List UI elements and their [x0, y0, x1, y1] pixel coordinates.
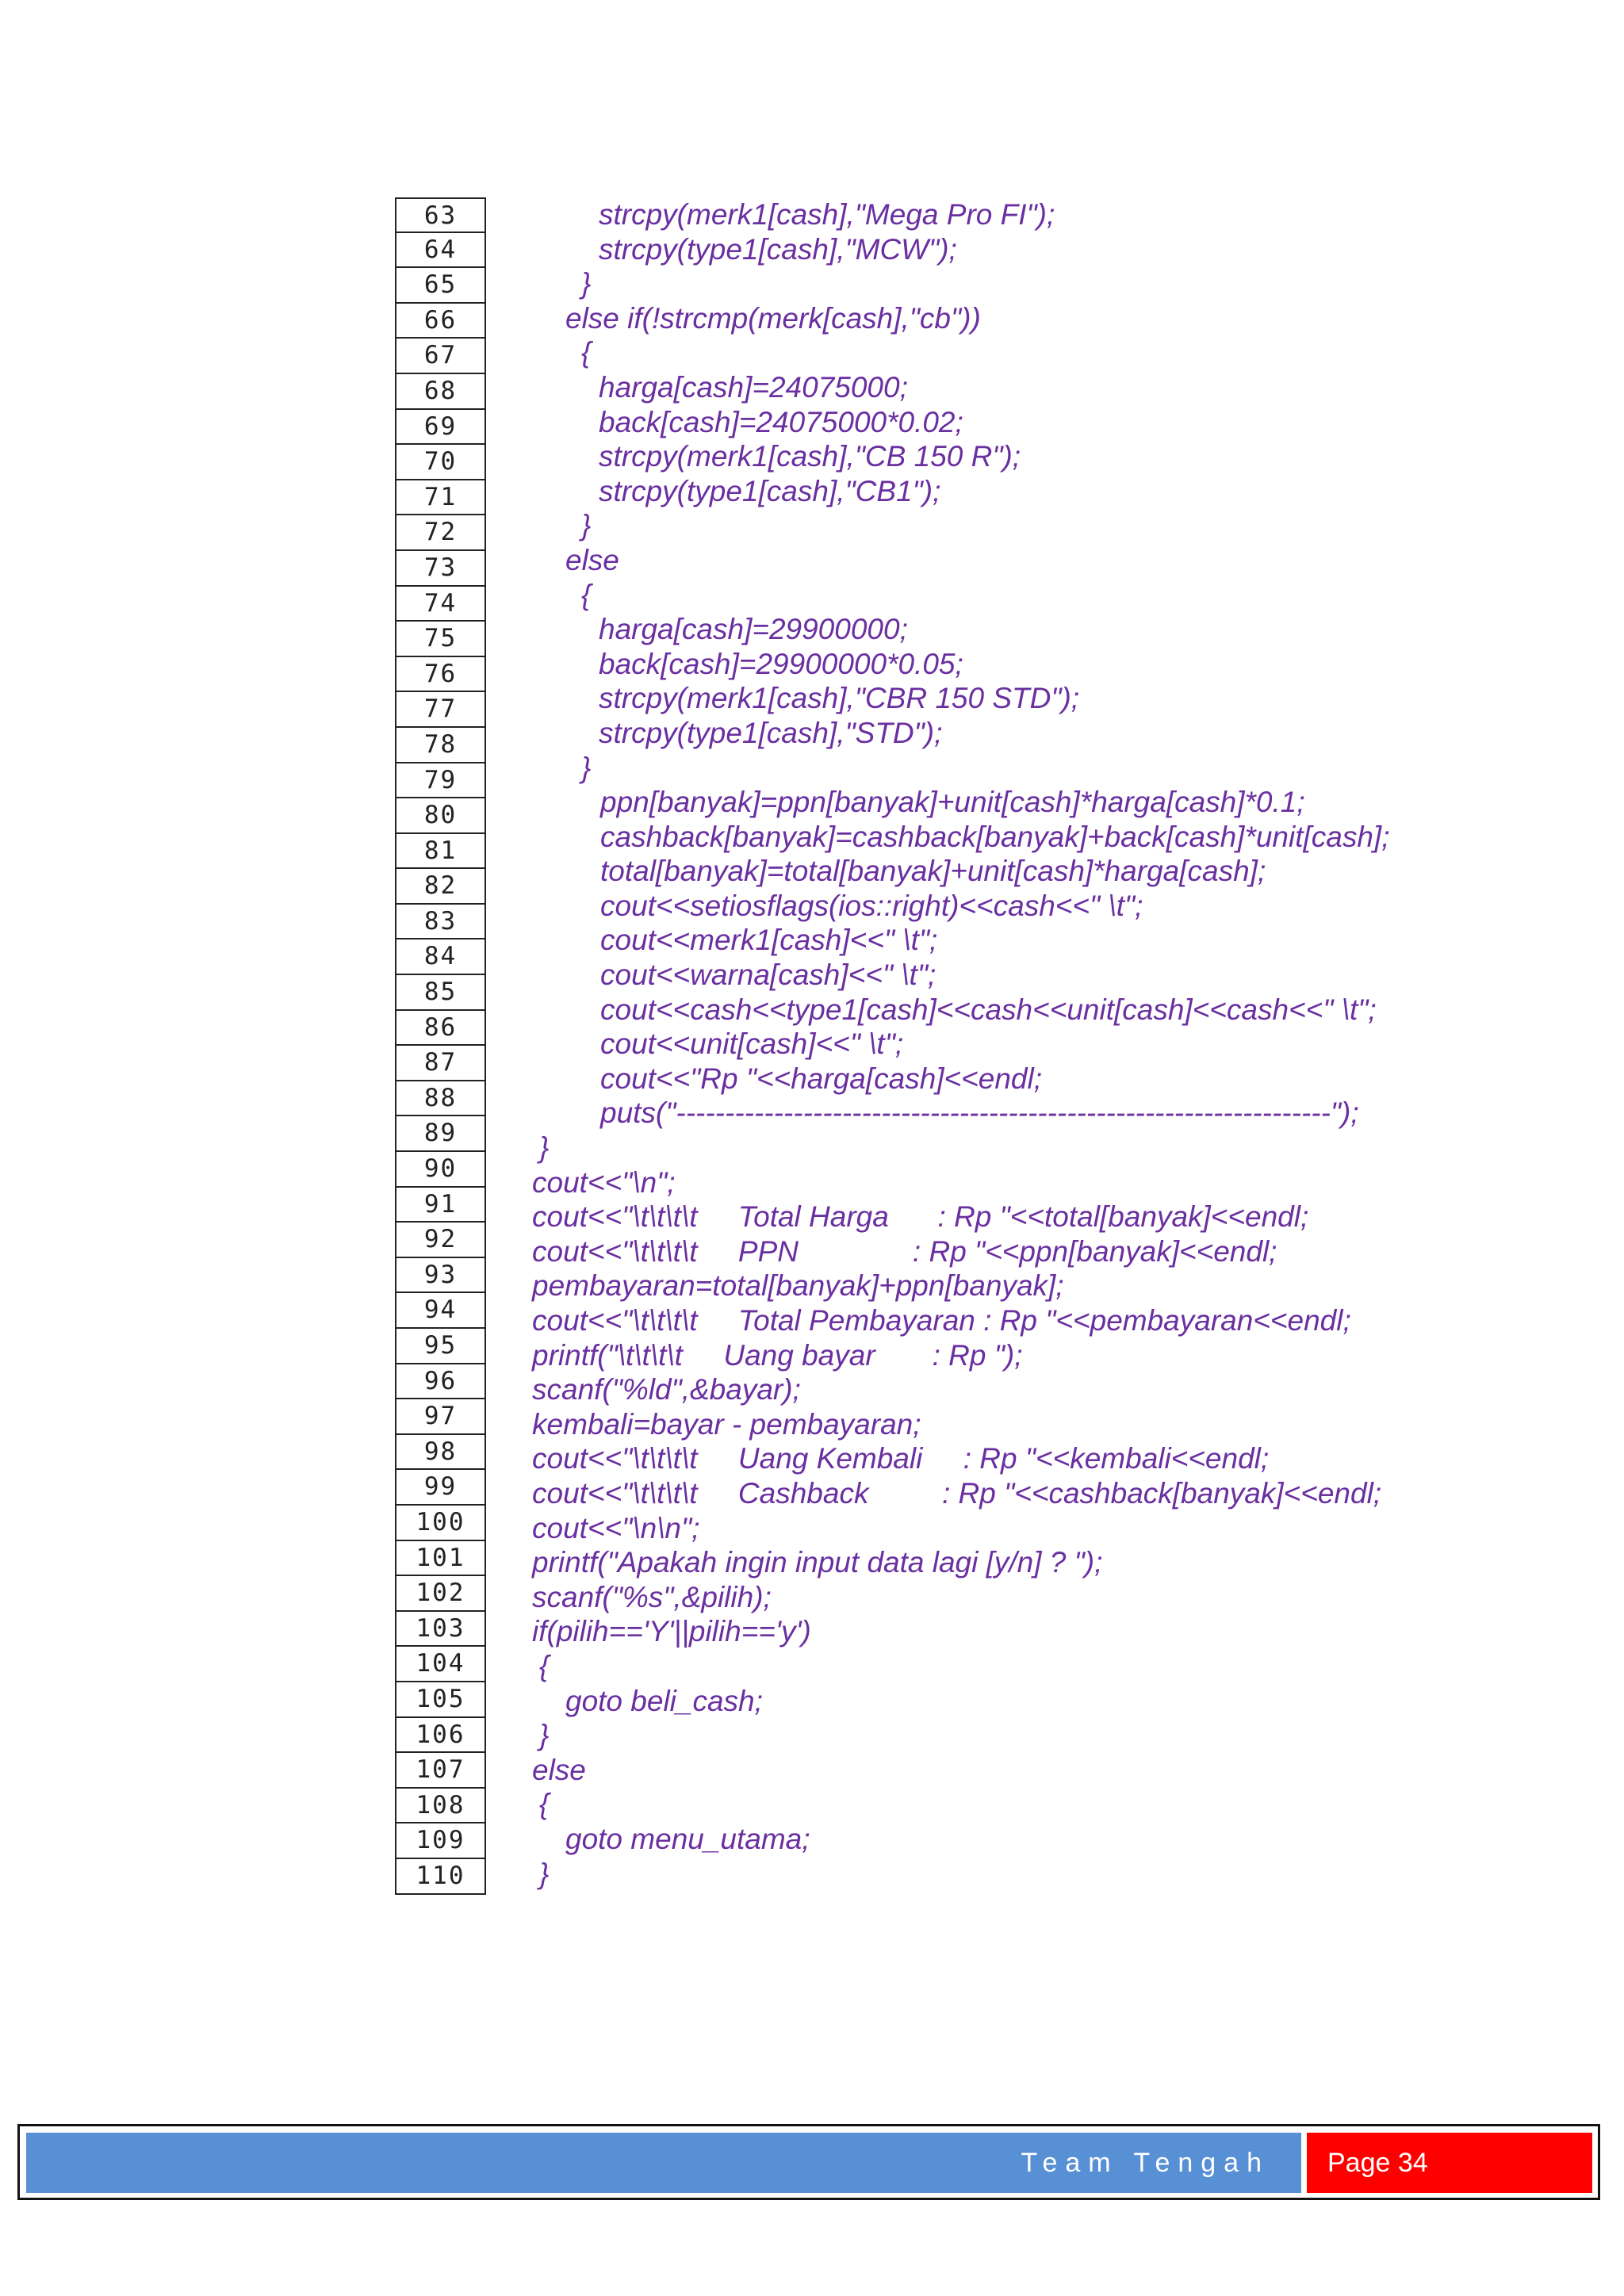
line-number: 91	[395, 1188, 486, 1223]
code-line: }	[539, 1719, 550, 1752]
line-number: 80	[395, 798, 486, 834]
code-line: }	[581, 509, 592, 542]
code-line: else if(!strcmp(merk[cash],"cb"))	[565, 301, 981, 335]
code-line: total[banyak]=total[banyak]+unit[cash]*harga[cash];	[600, 855, 1266, 888]
line-number: 66	[395, 304, 486, 339]
code-line: cout<<"\t\t\t\t Total Pembayaran : Rp "<<pembayaran<<endl;	[532, 1304, 1351, 1337]
line-number: 64	[395, 233, 486, 269]
code-line: else	[565, 543, 619, 576]
code-line: kembali=bayar - pembayaran;	[532, 1407, 921, 1441]
code-line: }	[581, 267, 592, 300]
line-number: 85	[395, 975, 486, 1011]
footer-page-box	[1307, 2133, 1592, 2193]
code-line: cout<<"\t\t\t\t Total Harga : Rp "<<total[banyak]<<endl;	[532, 1200, 1309, 1234]
line-number: 94	[395, 1293, 486, 1329]
line-number: 98	[395, 1435, 486, 1471]
code-line: strcpy(type1[cash],"CB1");	[599, 474, 941, 507]
line-number: 96	[395, 1364, 486, 1400]
line-number: 86	[395, 1011, 486, 1047]
line-number: 67	[395, 339, 486, 374]
line-number: 77	[395, 692, 486, 728]
line-number: 87	[395, 1046, 486, 1081]
line-number: 109	[395, 1823, 486, 1859]
line-number: 82	[395, 869, 486, 905]
code-line: printf("\t\t\t\t Uang bayar : Rp ");	[532, 1338, 1023, 1372]
code-line: cout<<warna[cash]<<" \t";	[600, 959, 936, 992]
line-number: 99	[395, 1470, 486, 1506]
line-number: 74	[395, 587, 486, 622]
code-line: }	[539, 1131, 550, 1165]
code-line: if(pilih=='Y'||pilih=='y')	[532, 1615, 811, 1648]
line-number: 105	[395, 1682, 486, 1718]
code-line: {	[581, 336, 592, 369]
team-name: Team Tengah	[1021, 2148, 1270, 2178]
line-number: 106	[395, 1718, 486, 1754]
line-number: 88	[395, 1081, 486, 1117]
code-line: goto menu_utama;	[565, 1822, 810, 1855]
code-line: scanf("%ld",&bayar);	[532, 1373, 801, 1406]
code-block	[0, 197, 1624, 1891]
footer-team-bar	[26, 2133, 1301, 2193]
code-line: }	[581, 751, 592, 784]
line-number: 107	[395, 1753, 486, 1789]
line-number: 79	[395, 763, 486, 799]
line-number: 100	[395, 1506, 486, 1541]
code-line: harga[cash]=29900000;	[599, 613, 908, 646]
code-line: harga[cash]=24075000;	[599, 370, 908, 404]
code-line: {	[581, 578, 592, 611]
code-line: {	[539, 1788, 550, 1821]
line-number: 72	[395, 515, 486, 551]
line-number: 93	[395, 1258, 486, 1294]
code-line: cout<<merk1[cash]<<" \t";	[600, 924, 938, 957]
line-number: 73	[395, 551, 486, 587]
line-number: 71	[395, 480, 486, 516]
code-line: cout<<"\n";	[532, 1165, 676, 1199]
line-number: 76	[395, 657, 486, 693]
line-number: 90	[395, 1152, 486, 1188]
code-line: back[cash]=29900000*0.05;	[599, 647, 963, 680]
line-number: 75	[395, 622, 486, 657]
line-number: 97	[395, 1399, 486, 1435]
code-line: cout<<"\t\t\t\t Uang Kembali : Rp "<<kembali<<endl;	[532, 1442, 1270, 1475]
code-line: ppn[banyak]=ppn[banyak]+unit[cash]*harga[cash]*0.1;	[600, 786, 1305, 819]
line-number: 95	[395, 1329, 486, 1364]
line-number: 103	[395, 1612, 486, 1647]
line-number: 89	[395, 1116, 486, 1152]
line-number: 102	[395, 1576, 486, 1612]
line-number: 108	[395, 1789, 486, 1824]
code-line: puts("-------------------------------------------------------------------");	[600, 1096, 1359, 1130]
code-line: cout<<unit[cash]<<" \t";	[600, 1027, 904, 1061]
code-line: strcpy(type1[cash],"STD");	[599, 716, 943, 749]
code-line: cout<<"\n\n";	[532, 1511, 700, 1544]
code-line: else	[532, 1753, 586, 1786]
line-number: 68	[395, 374, 486, 410]
code-line: {	[539, 1649, 550, 1682]
line-number: 69	[395, 410, 486, 446]
line-number: 92	[395, 1223, 486, 1258]
line-number: 78	[395, 728, 486, 763]
code-line: strcpy(merk1[cash],"CB 150 R");	[599, 440, 1021, 473]
code-line: goto beli_cash;	[565, 1684, 763, 1717]
line-number: 63	[395, 197, 486, 233]
line-number: 83	[395, 905, 486, 940]
line-number: 70	[395, 445, 486, 480]
page-number: Page 34	[1327, 2148, 1428, 2178]
code-line: cout<<"Rp "<<harga[cash]<<endl;	[600, 1062, 1043, 1095]
code-line: strcpy(merk1[cash],"Mega Pro FI");	[599, 198, 1055, 231]
code-line: back[cash]=24075000*0.02;	[599, 405, 963, 438]
code-line: scanf("%s",&pilih);	[532, 1580, 772, 1613]
line-number: 65	[395, 268, 486, 304]
line-number: 84	[395, 939, 486, 975]
code-line: cashback[banyak]=cashback[banyak]+back[cash]*unit[cash];	[600, 820, 1390, 853]
line-number: 101	[395, 1541, 486, 1577]
code-line: cout<<setiosflags(ios::right)<<cash<<" \t";	[600, 889, 1143, 922]
code-line: }	[539, 1857, 550, 1890]
code-line: strcpy(merk1[cash],"CBR 150 STD");	[599, 682, 1080, 715]
code-line: cout<<"\t\t\t\t PPN : Rp "<<ppn[banyak]<<endl;	[532, 1234, 1277, 1268]
code-line: strcpy(type1[cash],"MCW");	[599, 232, 957, 266]
code-line: pembayaran=total[banyak]+ppn[banyak];	[532, 1269, 1064, 1303]
code-line: printf("Apakah ingin input data lagi [y/n] ? ");	[532, 1546, 1103, 1579]
line-number: 110	[395, 1859, 486, 1895]
code-line: cout<<cash<<type1[cash]<<cash<<unit[cash]<<cash<<" \t";	[600, 993, 1377, 1026]
code-line: cout<<"\t\t\t\t Cashback : Rp "<<cashback[banyak]<<endl;	[532, 1476, 1382, 1510]
line-number: 104	[395, 1647, 486, 1682]
line-number: 81	[395, 834, 486, 870]
